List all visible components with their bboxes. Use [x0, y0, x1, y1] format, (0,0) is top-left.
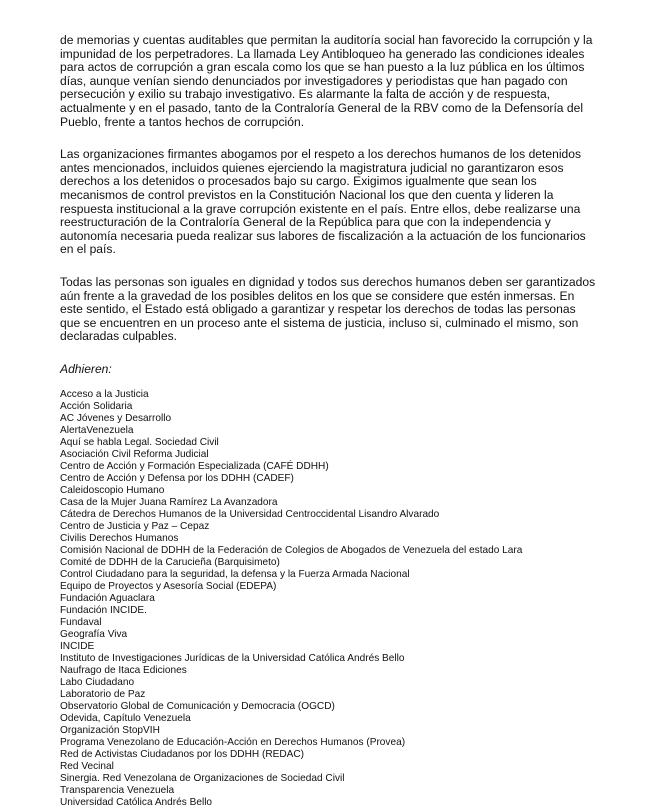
organization-item: Centro de Justicia y Paz – Cepaz — [60, 521, 210, 533]
paragraph-equality: Todas las personas son iguales en dignidad y todos sus derechos humanos deben ser garantizados aún frente a la gravedad de los posibles delitos en los que se considere que estén inmersas. En este sentido, el Estado está obligado a garantizar y respetar los derechos de todas las personas que se encuentren en un proceso ante el sistema de justicia, incluso si, culminado el mismo, son declaradas culpables. — [60, 274, 596, 344]
organization-item: Centro de Acción y Defensa por los DDHH (CADEF) — [60, 473, 294, 485]
organization-item: Observatorio Global de Comunicación y Democracia (OGCD) — [60, 701, 335, 713]
organization-item: Centro de Acción y Formación Especializada (CAFÉ DDHH) — [60, 461, 329, 473]
paragraph-demands: Las organizaciones firmantes abogamos por el respeto a los derechos humanos de los detenidos antes mencionados, incluidos quienes ejerciendo la magistratura judicial no garantizaron esos derechos a los detenidos o procesados bajo su cargo. Exigimos igualmente que sean los mecanismos de control previstos en la Constitución Nacional los que den cuenta y lideren la respuesta institucional a la grave corrupción existente en el país. Entre ellos, debe realizarse una reestructuración de la Contraloría General de la República para que con la independencia y autonomía necesaria pueda realizar sus labores de fiscalización a la actuación de los funcionarios en el país. — [60, 147, 586, 257]
organization-item: Cátedra de Derechos Humanos de la Universidad Centroccidental Lisandro Alvarado — [60, 509, 440, 521]
organization-item: Organización StopVIH — [60, 725, 160, 737]
organization-item: Civilis Derechos Humanos — [60, 533, 179, 545]
organization-item: Aquí se habla Legal. Sociedad Civil — [60, 437, 219, 449]
organization-item: Sinergia. Red Venezolana de Organizaciones de Sociedad Civil — [60, 773, 345, 785]
adhieren-heading: Adhieren: — [60, 361, 112, 376]
organization-item: Odevida, Capítulo Venezuela — [60, 713, 191, 725]
organization-item: AlertaVenezuela — [60, 425, 134, 437]
organization-item: AC Jóvenes y Desarrollo — [60, 413, 172, 425]
organization-item: Acceso a la Justicia — [60, 389, 149, 401]
organization-item: Red de Activistas Ciudadanos por los DDHH (REDAC) — [60, 749, 305, 761]
organization-item: Casa de la Mujer Juana Ramírez La Avanzadora — [60, 497, 278, 509]
organization-item: Equipo de Proyectos y Asesoría Social (EDEPA) — [60, 581, 277, 593]
organization-item: Comité de DDHH de la Caruciеña (Barquisimeto) — [60, 557, 280, 569]
organization-item: Universidad Católica Andrés Bello — [60, 797, 213, 809]
organization-item: Programa Venezolano de Educación-Acción en Derechos Humanos (Provea) — [60, 737, 406, 749]
organization-item: Fundaval — [60, 617, 102, 629]
organization-item: INCIDE — [60, 641, 95, 653]
organization-item: Fundación Aguaclara — [60, 593, 155, 605]
organization-item: Laboratorio de Paz — [60, 689, 146, 701]
organization-item: Caleidoscopio Humano — [60, 485, 165, 497]
paragraph-corruption-context: de memorias y cuentas auditables que permitan la auditoría social han favorecido la corrupción y la impunidad de los perpetradores. La llamada Ley Antibloqueo ha generado las condiciones ideales para actos de corrupción a gran escala como los que se han puesto a la luz pública en los últimos días, aunque venían siendo denunciados por investigadores y periodistas que han pagado con persecución y exilio su trabajo investigativo. Es alarmante la falta de acción y de respuesta, actualmente y en el pasado, tanto de la Contraloría General de la RBV como de la Defensoría del Pueblo, frente a tantos hechos de corrupción. — [60, 33, 593, 129]
organization-item: Naufrago de Itaca Ediciones — [60, 665, 187, 677]
organization-list — [60, 389, 596, 809]
organization-item: Control Ciudadano para la seguridad, la defensa y la Fuerza Armada Nacional — [60, 569, 410, 581]
organization-item: Fundación INCIDE. — [60, 605, 147, 617]
organization-item: Geografía Viva — [60, 629, 128, 641]
organization-item: Asociación Civil Reforma Judicial — [60, 449, 209, 461]
organization-item: Comisión Nacional de DDHH de la Federación de Colegios de Abogados de Venezuela del estado Lara — [60, 545, 523, 557]
organization-item: Red Vecinal — [60, 761, 114, 773]
organization-item: Transparencia Venezuela — [60, 785, 175, 797]
organization-item: Labo Ciudadano — [60, 677, 135, 689]
organization-item: Acción Solidaria — [60, 401, 133, 413]
organization-item: Instituto de Investigaciones Jurídicas de la Universidad Católica Andrés Bello — [60, 653, 405, 665]
